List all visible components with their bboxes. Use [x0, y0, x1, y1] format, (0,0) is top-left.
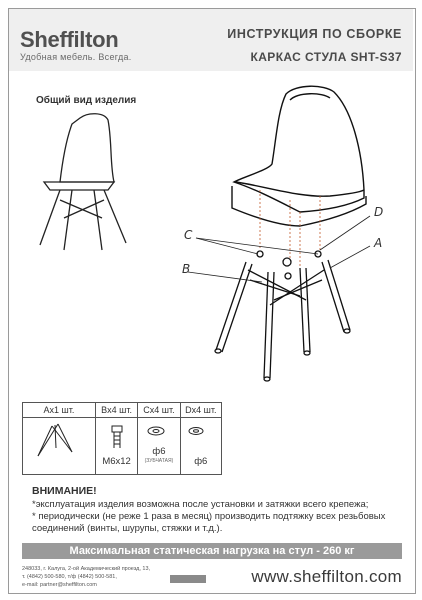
warning-line-1: *эксплуатация изделия возможна после установки и затяжки всего крепежа;: [32, 499, 369, 510]
callout-b: B: [182, 262, 191, 276]
part-d-quantity: Dx4 шт.: [181, 403, 221, 418]
address-line-3: e-mail: partner@sheffilton.com: [22, 582, 97, 588]
overview-label: Общий вид изделия: [36, 95, 137, 106]
brand-logo: Sheffilton: [20, 27, 119, 52]
part-a-quantity: Ax1 шт.: [23, 403, 95, 418]
chair-base: [215, 251, 350, 381]
alignment-lines: [260, 190, 320, 270]
callout-d: D: [374, 205, 384, 219]
chair-shell: [232, 86, 366, 226]
document-subtitle: КАРКАС СТУЛА SHT-S37: [250, 50, 402, 64]
footer-divider-bar: [170, 575, 206, 583]
part-c-spec: ф6: [152, 446, 166, 457]
part-b-quantity: Bx4 шт.: [96, 403, 137, 418]
part-a-cell: [23, 403, 96, 474]
warning-line-3: соединений (винты, шурупы, стяжки и т.д.).: [32, 523, 223, 534]
callout-leaders: [188, 216, 370, 282]
part-c-cell: [138, 403, 180, 474]
load-notice: Максимальная статическая нагрузка на стул - 260 кг: [22, 543, 402, 559]
overview-chair: [40, 114, 126, 250]
part-b-cell: [96, 403, 138, 474]
callout-a: A: [374, 236, 383, 250]
warning-title: ВНИМАНИЕ!: [32, 485, 97, 497]
website-link[interactable]: www.sheffilton.com: [251, 567, 402, 586]
brand-tagline: Удобная мебель. Всегда.: [20, 52, 132, 62]
part-c-note: (ЗУБЧАТАЯ): [144, 458, 174, 464]
part-d-cell: [181, 403, 221, 474]
part-b-spec: M6x12: [102, 456, 131, 467]
warning-line-2: * периодически (не реже 1 раза в месяц) производить подтяжку всех резьбовых: [32, 511, 386, 522]
part-c-quantity: Cx4 шт.: [138, 403, 179, 418]
document-title: ИНСТРУКЦИЯ ПО СБОРКЕ: [227, 27, 402, 41]
part-d-spec: ф6: [194, 456, 208, 467]
parts-table: [22, 402, 222, 475]
address-line-1: 248033, г. Калуга, 2-ой Академический проезд, 13,: [22, 566, 151, 572]
callout-c: C: [184, 228, 193, 242]
address-line-2: т. (4842) 500-580, т/ф (4842) 500-581,: [22, 574, 117, 580]
